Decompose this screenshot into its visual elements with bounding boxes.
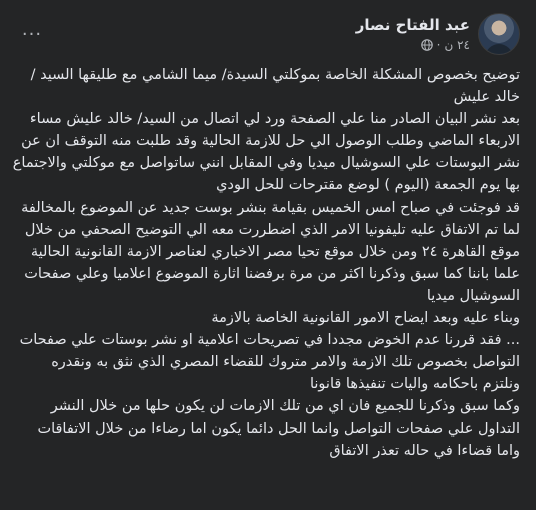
post-paragraph-1: توضيح بخصوص المشكلة الخاصة بموكلتي السيدة/ ميما الشامي مع طليقها السيد /خالد عليش: [30, 67, 520, 106]
globe-icon[interactable]: [421, 39, 433, 51]
post-body: [12, 64, 520, 462]
post-paragraph-4: علما باننا كما سبق وذكرنا اكثر من مرة برفضنا اثارة الموضوع اعلاميا وعلي صفحات السوشيال ميديا: [24, 265, 520, 304]
author-avatar[interactable]: [478, 13, 520, 55]
more-options-button[interactable]: [16, 14, 48, 46]
post-paragraph-5: وبناء عليه وبعد ايضاح الامور القانونية الخاصة بالازمة: [211, 310, 520, 327]
author-name[interactable]: عبد الفتاح نصار: [355, 16, 470, 34]
post-subline: [356, 37, 470, 53]
post-timestamp[interactable]: ٢٤ ن: [444, 38, 470, 52]
more-horizontal-icon: ...: [21, 19, 43, 40]
separator-dot: ·: [436, 38, 441, 52]
post-meta: [356, 15, 470, 53]
post-paragraph-7: وكما سبق وذكرنا للجميع فان اي من تلك الازمات لن يكون حلها من خلال النشر التداول علي صفحات التواصل وانما الحل دائما يكون اما رضاءا من خلال الاتفاقات واما قضاءا في حاله تعذر الاتفاق: [37, 398, 520, 459]
post-paragraph-2: بعد نشر البيان الصادر منا علي الصفحة ورد لي اتصال من السيد/ خالد عليش مساء الاربعاء الماضي وطلب الوصول الي حل للازمة الحالية وقد طلبت منه التوقف ان عن نشر البوستات علي السوشيال ميديا وفي المقابل انني ساتواصل مع موكلتي والاجتماع بها يوم الجمعة (اليوم ) لوضع مقترحات للحل الودي: [12, 111, 520, 194]
post-header: [16, 12, 520, 56]
post-paragraph-6: ... فقد قررنا عدم الخوض مجددا في تصريحات اعلامية او نشر بوستات علي صفحات التواصل بخصوص تلك الازمة والامر متروك للقضاء المصري الذي نثق به ونقدره ونلتزم باحكامه واليات تنفيذها قانونا: [19, 332, 520, 393]
post-paragraph-3: قد فوجئت في صباح امس الخميس بقيامة بنشر بوست جديد عن الموضوع بالمخالفة لما تم الاتفاق عليه تليفونيا الامر الذي اضطررت معه الي التوضيح الصحفي من خلال موقع القاهرة ٢٤ ومن خلال موقع تحيا مصر الاخباري لعناصر الازمة القانونية الحالية: [21, 199, 520, 260]
avatar-figure: [485, 44, 513, 55]
